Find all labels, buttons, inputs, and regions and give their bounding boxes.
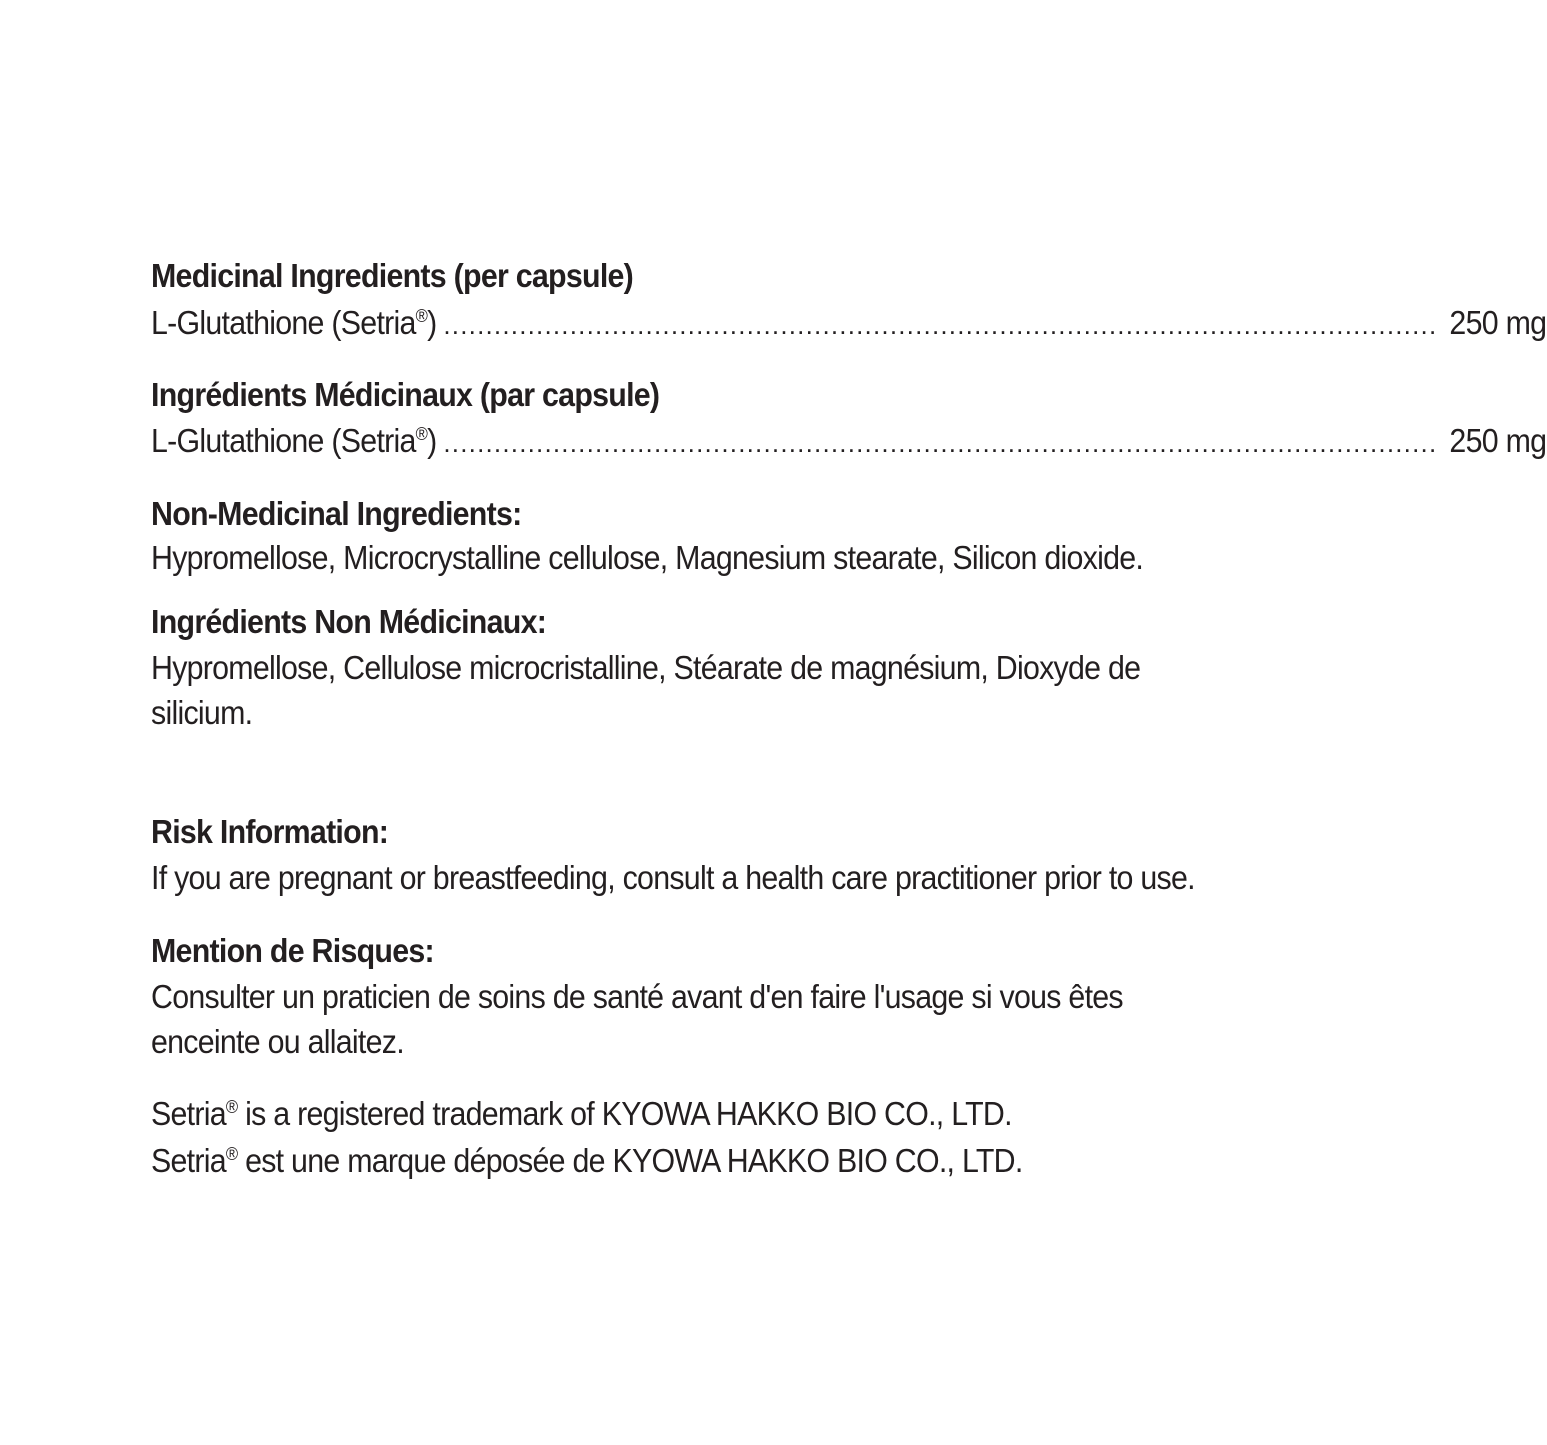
ingredient-name: L-Glutathione (Setria®) <box>151 422 437 459</box>
ingredient-amount: 250 mg <box>1449 422 1547 459</box>
registered-trademark-symbol: ® <box>415 306 428 326</box>
trademark-note-fr: Setria® est une marque déposée de KYOWA HAKKO BIO CO., LTD. <box>151 1142 1023 1179</box>
risk-information-heading-fr: Mention de Risques: <box>151 932 434 969</box>
ingredient-name: L-Glutathione (Setria®) <box>151 304 437 341</box>
registered-trademark-symbol: ® <box>225 1144 238 1164</box>
medicinal-ingredients-heading-fr: Ingrédients Médicinaux (par capsule) <box>151 376 660 413</box>
dot-leader: ...................................................................................................................... <box>443 310 1438 340</box>
medicinal-ingredients-heading-en: Medicinal Ingredients (per capsule) <box>151 257 634 294</box>
non-medicinal-heading-en: Non-Medicinal Ingredients: <box>151 495 522 532</box>
non-medicinal-text-fr: Hypromellose, Cellulose microcristalline, Stéarate de magnésium, Dioxyde de silicium. <box>151 649 1141 731</box>
ingredient-amount: 250 mg <box>1449 304 1547 341</box>
risk-information-text-en: If you are pregnant or breastfeeding, consult a health care practitioner prior to use. <box>151 859 1195 896</box>
dot-leader: ...................................................................................................................... <box>443 428 1438 458</box>
registered-trademark-symbol: ® <box>415 424 428 444</box>
ingredient-row-en <box>151 303 1547 345</box>
risk-information-heading-en: Risk Information: <box>151 813 389 850</box>
non-medicinal-heading-fr: Ingrédients Non Médicinaux: <box>151 603 547 640</box>
ingredient-row-fr <box>151 421 1547 463</box>
trademark-note-en: Setria® is a registered trademark of KYOWA HAKKO BIO CO., LTD. <box>151 1095 1012 1132</box>
registered-trademark-symbol: ® <box>225 1097 238 1117</box>
non-medicinal-text-en: Hypromellose, Microcrystalline cellulose, Magnesium stearate, Silicon dioxide. <box>151 539 1144 576</box>
risk-information-text-fr: Consulter un praticien de soins de santé avant d'en faire l'usage si vous êtes enceinte ou allaitez. <box>151 978 1123 1060</box>
